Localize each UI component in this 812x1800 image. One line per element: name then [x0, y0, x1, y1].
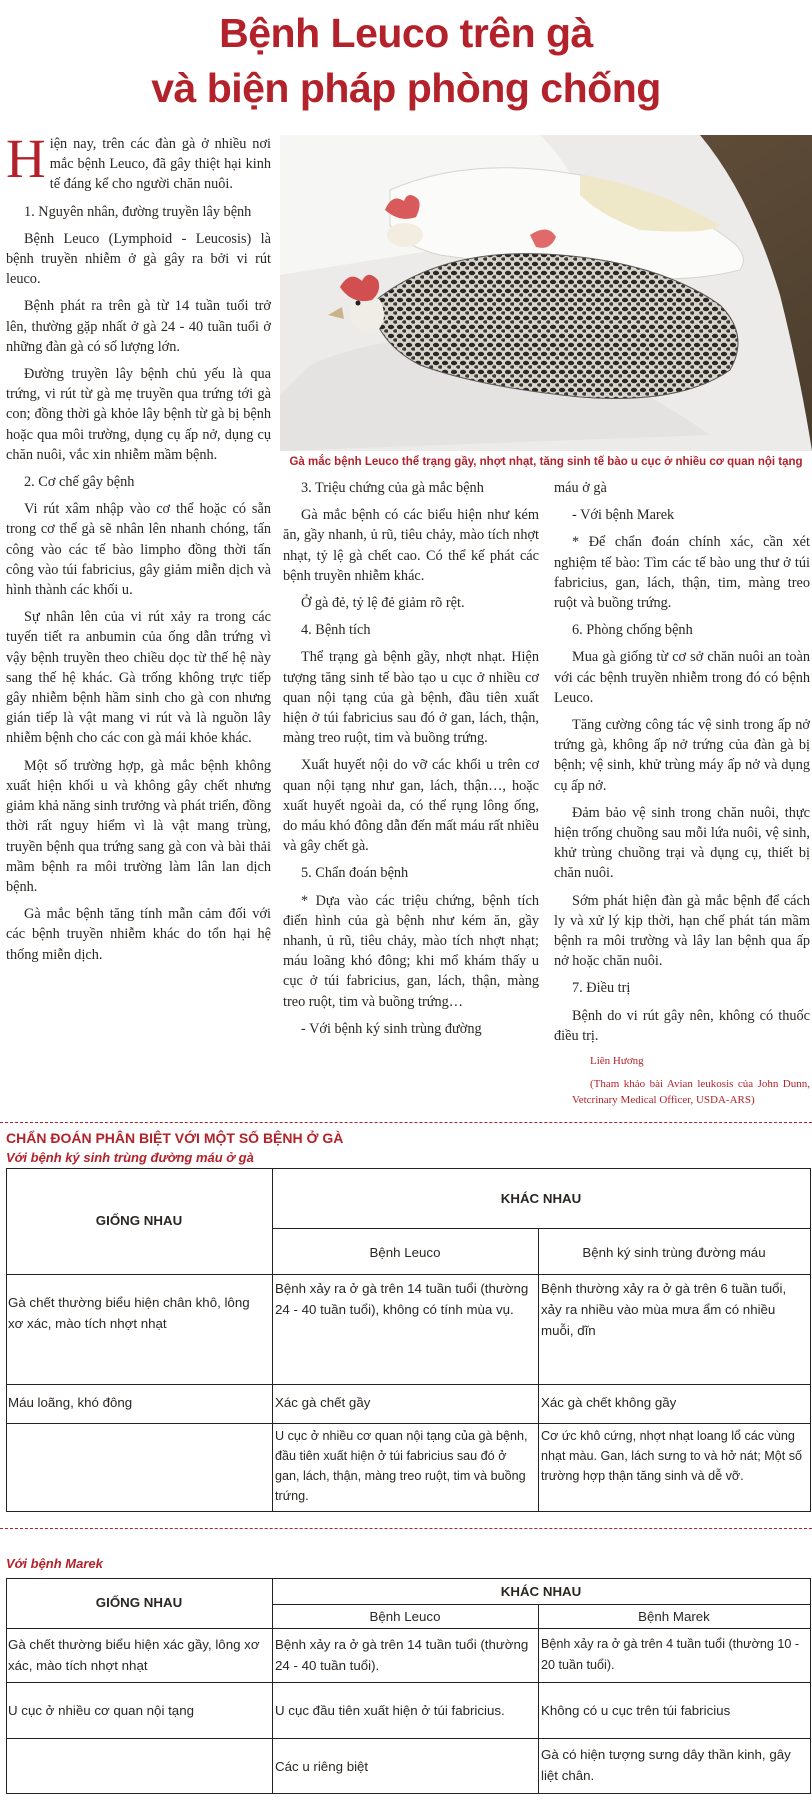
page-title: [0, 6, 812, 116]
header-same: GIỐNG NHAU: [95, 1213, 183, 1228]
header-marek: Bệnh Marek: [638, 1609, 710, 1624]
section-heading: 5. Chẩn đoán bệnh: [301, 865, 409, 882]
table-border: [6, 1384, 811, 1385]
paragraph: Bệnh Leuco (Lymphoid - Leucosis) là bệnh truyền nhiễm ở gà gây ra bởi vi rút leuco.: [6, 230, 271, 288]
paragraph: Mua gà giống từ cơ sở chăn nuôi an toàn với các bệnh truyền nhiễm trong đó có bệnh Leuco.: [554, 649, 810, 706]
paragraph: * Dựa vào các triệu chứng, bệnh tích điển hình của gà bệnh như kém ăn, gầy nhanh, ủ rũ, tiêu chảy, mào tích nhợt nhạt; máu loãng khó đông; khi mổ khám thấy u cục ở túi fabricius, gan, lách, thận, màng treo ruột, tim và buồng trứng…: [283, 892, 539, 1010]
article-column-3: [554, 478, 810, 1115]
table2-subheading: Với bệnh Marek: [6, 1556, 103, 1571]
header-blood-parasite: Bệnh ký sinh trùng đường máu: [582, 1245, 766, 1260]
article-column-1: [6, 128, 271, 972]
table-cell: Máu loãng, khó đông: [8, 1395, 133, 1410]
paragraph: Đảm bảo vệ sinh trong chăn nuôi, thực hiện trống chuồng sau mỗi lứa nuôi, vệ sinh, khử trùng chuồng trại và dụng cụ, thiết bị chăn nuôi.: [554, 804, 810, 882]
header-diff: KHÁC NHAU: [500, 1584, 582, 1599]
paragraph: * Để chẩn đoán chính xác, cần xét nghiệm tế bào: Tìm các tế bào ung thư ở túi fabricius, gan, lách, thận, tim, màng treo ruột và buồng trứng.: [554, 534, 810, 612]
table-border: [272, 1228, 811, 1229]
table-cell: Xác gà chết gầy: [275, 1395, 371, 1410]
table-cell: Xác gà chết không gầy: [541, 1395, 677, 1410]
divider: [0, 1528, 812, 1530]
paragraph: máu ở gà: [554, 480, 607, 496]
table-border: [810, 1578, 811, 1794]
section-heading: 1. Nguyên nhân, đường truyền lây bệnh: [24, 203, 252, 220]
article-column-2: [283, 478, 539, 1046]
table-cell: Các u riêng biệt: [275, 1759, 369, 1774]
drop-cap: H: [6, 128, 46, 189]
section-heading: 2. Cơ chế gây bệnh: [24, 474, 135, 491]
photo-caption: Gà mắc bệnh Leuco thể trạng gầy, nhợt nhạt, tăng sinh tế bào u cục ở nhiều cơ quan nội tạng: [289, 456, 803, 468]
paragraph: Một số trường hợp, gà mắc bệnh không xuất hiện khối u và không gây chết nhưng giảm khả năng sinh trưởng và phát triển, đồng thời rất nguy hiểm vì là vật mang trùng, truyền bệnh qua trứng sang gà con và bài thải mầm bệnh ra môi trường làm lân lan dịch bệnh.: [6, 757, 271, 895]
table-border: [6, 1423, 811, 1424]
table-border: [538, 1228, 539, 1512]
table-cell: U cục ở nhiều cơ quan nội tạng của gà bệnh, đầu tiên xuất hiện ở túi fabricius sau đó ở gan, lách, thận, màng treo ruột, tim và buồng trứng.: [275, 1429, 528, 1503]
paragraph: Ở gà đẻ, tỷ lệ đẻ giảm rõ rệt.: [301, 595, 465, 612]
title-line-1: Bệnh Leuco trên gà: [219, 10, 593, 56]
source-note: (Tham khảo bài Avian leukosis của John Dunn, Vetcrinary Medical Officer, USDA-ARS): [572, 1078, 810, 1107]
table1-subheading: Với bệnh ký sinh trùng đường máu ở gà: [6, 1150, 254, 1165]
table-cell: Bệnh xảy ra ở gà trên 4 tuần tuổi (thường 10 - 20 tuần tuổi).: [541, 1637, 800, 1672]
header-diff: KHÁC NHAU: [500, 1191, 582, 1206]
section-heading: 6. Phòng chống bệnh: [572, 622, 693, 639]
paragraph: Bệnh phát ra trên gà từ 14 tuần tuổi trở lên, thường gặp nhất ở gà 24 - 40 tuần tuổi ở những đàn gà có số lượng lớn.: [6, 298, 271, 355]
table-cell: Cơ ức khô cứng, nhợt nhạt loang lổ các vùng nhạt màu. Gan, lách sưng to và hở nát; Một số trường hợp thận tăng sinh và dễ vỡ.: [541, 1429, 803, 1483]
table-border: [272, 1168, 273, 1512]
header-leuco: Bệnh Leuco: [369, 1245, 441, 1260]
author: Liên Hương: [590, 1055, 644, 1068]
table-cell: Gà chết thường biểu hiện xác gầy, lông xơ xác, mào tích nhợt nhạt: [8, 1637, 260, 1673]
table-border: [6, 1628, 811, 1629]
paragraph: Sự nhân lên của vi rút xảy ra trong các tuyến tiết ra anbumin của ống dẫn trứng vì vậy bệnh truyền theo chiều dọc từ thế hệ này sang thế hệ khác. Gà trống không trực tiếp gây nhiễm bệnh hầm sinh cho gà con nhưng gián tiếp là vật mang vi rút và là nguồn lây nhiễm bệnh cho các con gà mái khỏe khác.: [6, 609, 271, 747]
paragraph: Thể trạng gà bệnh gầy, nhợt nhạt. Hiện tượng tăng sinh tế bào tạo u cục ở nhiều cơ quan nội tạng của gà bệnh, đầu tiên xuất hiện ở túi fabricius sau đó ở gan, lách, thận, màng treo ruột, tim và buồng trứng.: [283, 649, 539, 747]
table-border: [6, 1511, 811, 1512]
table-border: [810, 1168, 811, 1512]
table-cell: Không có u cục trên túi fabricius: [541, 1703, 731, 1718]
table-border: [6, 1578, 811, 1579]
paragraph: Đường truyền lây bệnh chủ yếu là qua trứng, vi rút từ gà mẹ truyền qua trứng tới gà con; đồng thời gà khỏe lây bệnh từ gà bị bệnh hoặc qua môi trường, dụng cụ ấp nở, dụng cụ chăn nuôi, vắc xin nhiễm mầm bệnh.: [6, 366, 271, 463]
table-border: [6, 1793, 811, 1794]
paragraph: Vi rút xâm nhập vào cơ thể hoặc có sẵn trong cơ thể gà sẽ nhân lên nhanh chóng, tấn công vào các tế bào limpho đồng thời tấn công vào túi fabricius, gây giảm miễn dịch và hình thành các khối u.: [6, 501, 271, 599]
table-cell: Gà có hiện tượng sưng dây thần kinh, gây liệt chân.: [541, 1747, 791, 1783]
section-heading: 3. Triệu chứng của gà mắc bệnh: [301, 480, 484, 496]
table-border: [6, 1168, 811, 1169]
table-border: [6, 1738, 811, 1739]
header-leuco: Bệnh Leuco: [369, 1609, 441, 1624]
intro-paragraph: Hiện nay, trên các đàn gà ở nhiều nơi mắc bệnh Leuco, đã gây thiệt hại kinh tế đáng kể cho người chăn nuôi.: [6, 128, 271, 193]
divider: [0, 1122, 812, 1124]
paragraph: - Với bệnh ký sinh trùng đường: [301, 1020, 482, 1037]
paragraph: Gà mắc bệnh tăng tính mẫn cảm đối với các bệnh truyền nhiễm khác do tổn hại hệ thống miễn dịch.: [6, 906, 271, 963]
paragraph: Sớm phát hiện đàn gà mắc bệnh để cách ly và xử lý kịp thời, hạn chế phát tán mầm bệnh ra môi trường và lây lan bệnh qua ấp nở hoặc chăn nuôi.: [554, 892, 810, 970]
table-cell: U cục đầu tiên xuất hiện ở túi fabricius.: [275, 1703, 505, 1718]
table-leuco-vs-blood-parasite: [0, 1168, 810, 1512]
paragraph: Xuất huyết nội do vỡ các khối u trên cơ quan nội tạng như gan, lách, thận…, hoặc xuất huyết ngoài da, có thể rụng lông ống, do máu khó đông dẫn đến mất máu rất nhiều và gây chết gà.: [283, 757, 539, 855]
paragraph: - Với bệnh Marek: [572, 507, 675, 524]
paragraph: Bệnh do vi rút gây nên, không có thuốc điều trị.: [554, 1007, 810, 1044]
table-cell: Bệnh xảy ra ở gà trên 14 tuần tuổi (thường 24 - 40 tuần tuổi).: [275, 1637, 529, 1673]
diagnosis-heading: CHẨN ĐOÁN PHÂN BIỆT VỚI MỘT SỐ BỆNH Ở GÀ: [6, 1130, 344, 1146]
chicken-photo: [280, 135, 812, 451]
section-heading: 7. Điều trị: [572, 980, 631, 997]
title-line-2: và biện pháp phòng chống: [151, 65, 661, 111]
section-heading: 4. Bệnh tích: [301, 622, 371, 639]
table-cell: Gà chết thường biểu hiện chân khô, lông xơ xác, mào tích nhợt nhạt: [8, 1295, 250, 1331]
table-border: [6, 1274, 811, 1275]
table-cell: U cục ở nhiều cơ quan nội tạng: [8, 1703, 194, 1718]
paragraph: Gà mắc bệnh có các biểu hiện như kém ăn, gầy nhanh, ủ rũ, tiêu chảy, mào tích nhợt nhạt, tỷ lệ gà chết cao. Có thể kế phát các bệnh truyền nhiễm khác.: [283, 507, 539, 584]
table-border: [6, 1682, 811, 1683]
table-border: [538, 1604, 539, 1794]
table-border: [272, 1604, 811, 1605]
table-leuco-vs-marek: [0, 1578, 810, 1794]
paragraph: Tăng cường công tác vệ sinh trong ấp nở trứng gà, không ấp nở trứng của đàn gà bị bệnh; vệ sinh, khử trùng máy ấp nở và dụng cụ ấp nở.: [554, 717, 810, 794]
header-same: GIỐNG NHAU: [95, 1595, 183, 1610]
chicken-photo-illustration: [280, 135, 812, 451]
table-cell: Bệnh thường xảy ra ở gà trên 6 tuần tuổi, xảy ra nhiều vào mùa mưa ẩm có nhiều muỗi, dĩn: [541, 1281, 787, 1338]
table-cell: Bệnh xảy ra ở gà trên 14 tuần tuổi (thường 24 - 40 tuần tuổi), không có tính mùa vụ.: [275, 1281, 529, 1317]
